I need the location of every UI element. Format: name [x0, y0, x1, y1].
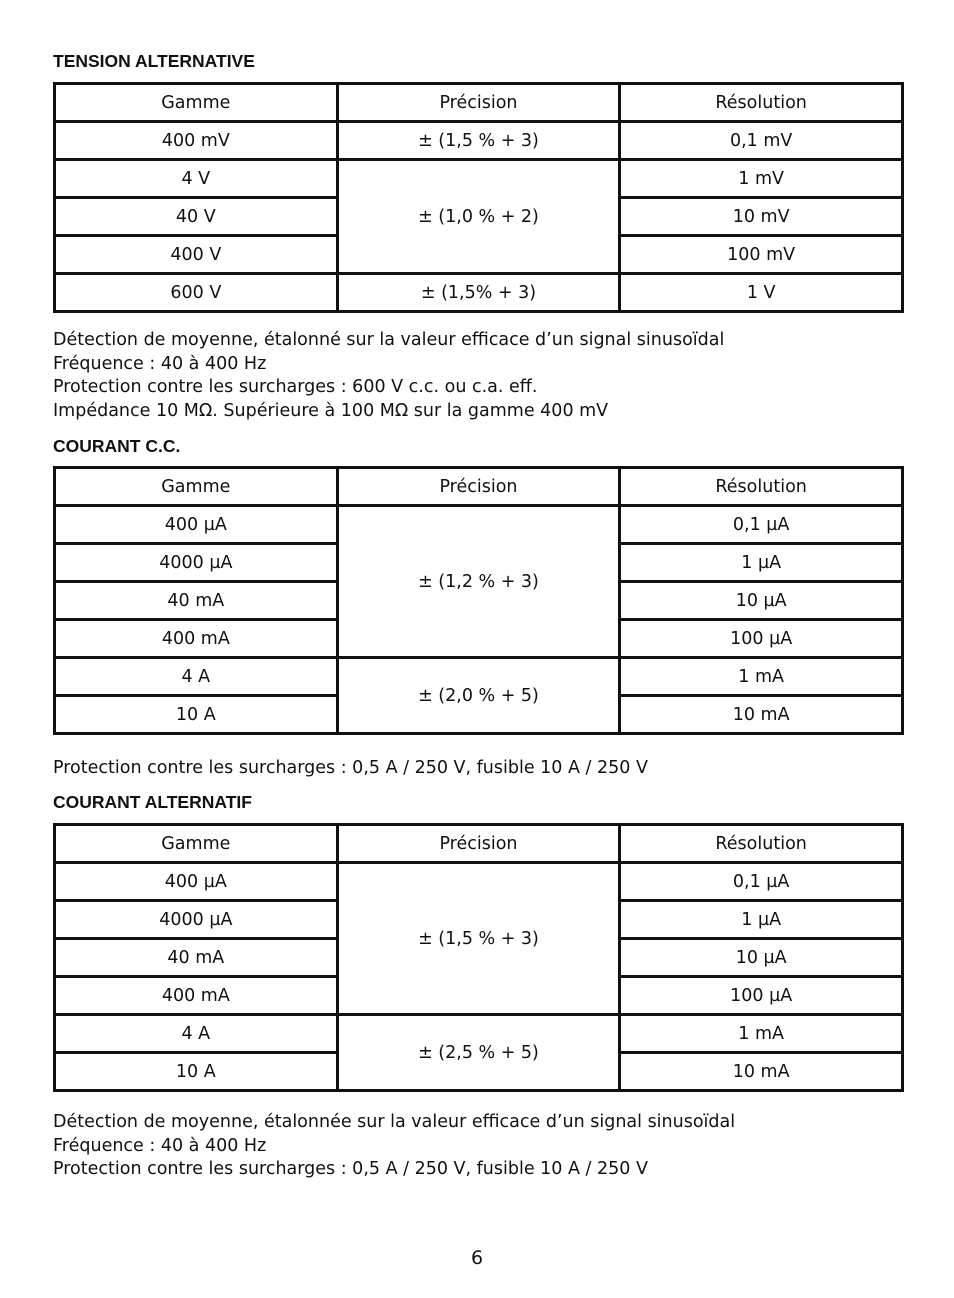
precision-cell: ± (1,5% + 3) [337, 274, 620, 312]
header-range: Gamme [55, 468, 338, 506]
note-line: Protection contre les surcharges : 600 V c.c. ou c.a. eff. [53, 377, 538, 397]
range-cell: 10 A [55, 696, 338, 734]
range-cell: 400 mA [55, 620, 338, 658]
range-cell: 600 V [55, 274, 338, 312]
note-line: Détection de moyenne, étalonné sur la valeur efficace d’un signal sinusoïdal [53, 330, 725, 350]
precision-cell: ± (1,0 % + 2) [337, 160, 620, 274]
table-row [55, 274, 903, 312]
resolution-cell: 1 µA [620, 901, 903, 939]
resolution-cell: 100 mV [620, 236, 903, 274]
range-cell: 4000 µA [55, 901, 338, 939]
resolution-cell: 10 mV [620, 198, 903, 236]
range-cell: 4 V [55, 160, 338, 198]
range-cell: 40 V [55, 198, 338, 236]
table-row [55, 160, 903, 198]
table-header-row [55, 84, 903, 122]
resolution-cell: 1 mV [620, 160, 903, 198]
range-cell: 4 A [55, 1015, 338, 1053]
range-cell: 400 µA [55, 506, 338, 544]
range-cell: 40 mA [55, 939, 338, 977]
resolution-cell: 1 mA [620, 658, 903, 696]
resolution-cell: 1 V [620, 274, 903, 312]
resolution-cell: 100 µA [620, 620, 903, 658]
dc-current-notes [53, 757, 648, 781]
resolution-cell: 1 mA [620, 1015, 903, 1053]
section-title-ac-voltage: TENSION ALTERNATIVE [53, 51, 255, 71]
table-row [55, 506, 903, 544]
range-cell: 40 mA [55, 582, 338, 620]
dc-current-table [53, 466, 904, 735]
header-precision: Précision [337, 84, 620, 122]
resolution-cell: 1 µA [620, 544, 903, 582]
resolution-cell: 10 µA [620, 582, 903, 620]
range-cell: 4 A [55, 658, 338, 696]
table-row [55, 1015, 903, 1053]
range-cell: 400 V [55, 236, 338, 274]
note-line: Fréquence : 40 à 400 Hz [53, 353, 267, 374]
header-range: Gamme [55, 825, 338, 863]
header-resolution: Résolution [620, 468, 903, 506]
note-line: Impédance 10 MΩ. Supérieure à 100 MΩ sur la gamme 400 mV [53, 400, 609, 421]
header-range: Gamme [55, 84, 338, 122]
section-title-ac-current: COURANT ALTERNATIF [53, 792, 252, 812]
precision-cell: ± (2,0 % + 5) [337, 658, 620, 734]
ac-voltage-notes [53, 329, 724, 423]
note-line: Protection contre les surcharges : 0,5 A / 250 V, fusible 10 A / 250 V [53, 1159, 648, 1179]
note-line: Protection contre les surcharges : 0,5 A / 250 V, fusible 10 A / 250 V [53, 758, 648, 778]
resolution-cell: 0,1 µA [620, 506, 903, 544]
precision-cell: ± (1,2 % + 3) [337, 506, 620, 658]
table-header-row [55, 825, 903, 863]
header-resolution: Résolution [620, 825, 903, 863]
resolution-cell: 10 µA [620, 939, 903, 977]
precision-cell: ± (1,5 % + 3) [337, 863, 620, 1015]
resolution-cell: 10 mA [620, 1053, 903, 1091]
range-cell: 400 mA [55, 977, 338, 1015]
resolution-cell: 0,1 µA [620, 863, 903, 901]
note-line: Fréquence : 40 à 400 Hz [53, 1135, 267, 1156]
precision-cell: ± (2,5 % + 5) [337, 1015, 620, 1091]
page-number: 6 [470, 1247, 484, 1269]
precision-cell: ± (1,5 % + 3) [337, 122, 620, 160]
range-cell: 400 µA [55, 863, 338, 901]
note-line: Détection de moyenne, étalonnée sur la valeur efficace d’un signal sinusoïdal [53, 1112, 736, 1132]
header-precision: Précision [337, 468, 620, 506]
range-cell: 400 mV [55, 122, 338, 160]
resolution-cell: 100 µA [620, 977, 903, 1015]
range-cell: 4000 µA [55, 544, 338, 582]
ac-voltage-table [53, 82, 904, 313]
ac-current-notes [53, 1111, 735, 1182]
ac-current-table [53, 823, 904, 1092]
table-row [55, 863, 903, 901]
range-cell: 10 A [55, 1053, 338, 1091]
resolution-cell: 0,1 mV [620, 122, 903, 160]
table-header-row [55, 468, 903, 506]
header-precision: Précision [337, 825, 620, 863]
table-row [55, 658, 903, 696]
resolution-cell: 10 mA [620, 696, 903, 734]
table-row [55, 122, 903, 160]
header-resolution: Résolution [620, 84, 903, 122]
section-title-dc-current: COURANT C.C. [53, 436, 181, 456]
